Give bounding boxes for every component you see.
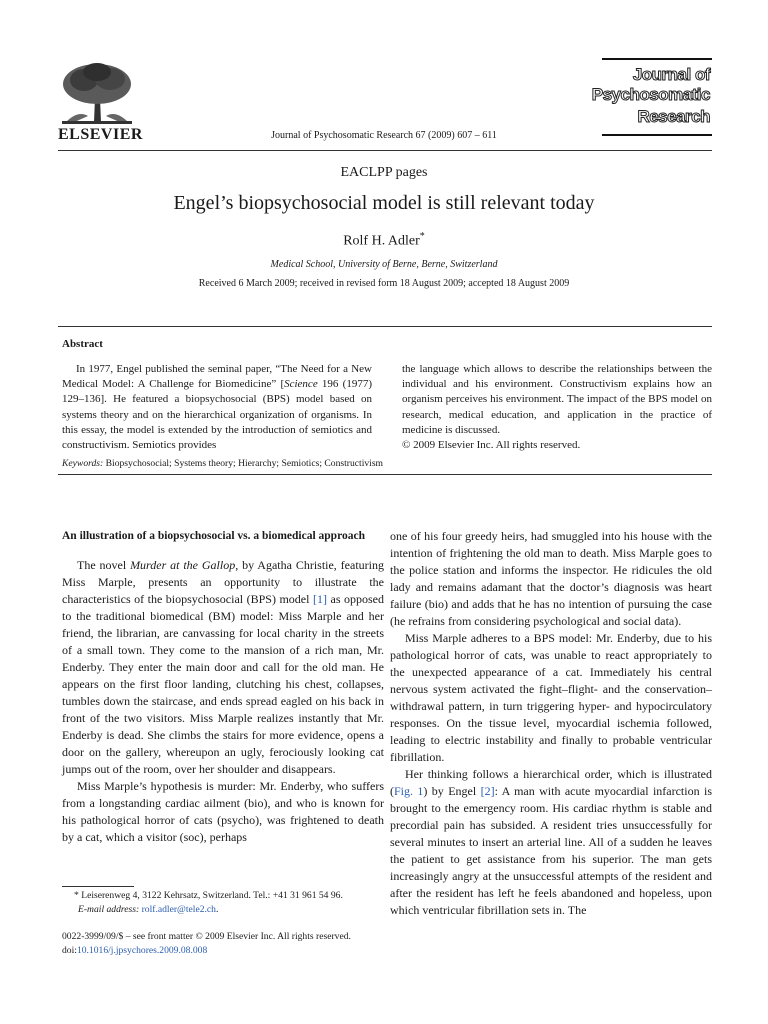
journal-logo-line: Research	[637, 107, 710, 126]
author-affiliation: Medical School, University of Berne, Berne, Switzerland	[270, 259, 498, 270]
header-divider	[58, 150, 712, 151]
footnote-address-line	[62, 889, 384, 903]
paragraph-text: : A man with acute myocardial infarction is brought to the emergency room. His cardiac rhythm is stable and precordial pain has subsided. A resident tries unsuccessfully for several minutes to insert an arterial line. All of a sudden he leaves the patient to get assistance from his superior. The man gets increasingly angry at the unsuccessful attempts of the resident and after the resident has left he feels abandoned and hopeless, upon which ventricular fibrillation sets in. The	[390, 784, 712, 917]
abstract-heading: Abstract	[62, 338, 103, 350]
body-right-column	[390, 528, 712, 919]
author-name-text: Rolf H. Adler	[343, 233, 420, 249]
paragraph-text: ) by Engel	[423, 784, 481, 798]
body-paragraph	[62, 557, 384, 778]
issn-line: 0022-3999/09/$ – see front matter © 2009 Elsevier Inc. All rights reserved.	[62, 931, 351, 942]
author-name	[0, 231, 768, 250]
footnote-address: Leiserenweg 4, 3122 Kehrsatz, Switzerland. Tel.: +41 31 961 54 96.	[81, 890, 343, 901]
keywords-list: Biopsychosocial; Systems theory; Hierarchy; Semiotics; Constructivism	[105, 458, 384, 469]
keywords-label: Keywords:	[62, 458, 104, 469]
body-paragraph	[390, 766, 712, 919]
abstract-divider-bottom	[58, 474, 712, 475]
citation-link-1[interactable]: [1]	[312, 592, 327, 606]
footnote-email-line	[62, 903, 384, 917]
abstract-left-column	[62, 362, 372, 453]
front-matter	[62, 930, 351, 958]
journal-logo	[591, 58, 712, 138]
email-label: E-mail address:	[78, 904, 140, 915]
abstract-journal-ref: Science	[284, 378, 318, 391]
author-email-link[interactable]: rolf.adler@tele2.ch	[141, 904, 216, 915]
abstract-text: 196 (1977) 129–136]. He featured a biopsychosocial (BPS) model based on systems theory and on the hierarchical organization of organisms. In this essay, the model is extended by the introduction of semiotics and constructivism. Semiotics provides	[62, 378, 372, 452]
body-paragraph: Miss Marple’s hypothesis is murder: Mr. Enderby, who suffers from a longstanding cardiac ailment (bio), and who is known for his pathological horror of cats (psycho), was frightened to death by a cat, which a visitor (soc), perhaps	[62, 779, 384, 844]
publisher-name: ELSEVIER	[58, 126, 143, 143]
body-paragraph: Miss Marple adheres to a BPS model: Mr. Enderby, due to his pathological horror of cats, was unable to react appropriately to the unexpected appearance of a cat. Immediately his central nervous system activated the fight–flight- and the conservation–withdrawal pattern, in turn triggering hyper- and hypocirculatory responses. On the tissue level, myocardial ischemia followed, leading to electric instability and finally to probable ventricular fibrillation.	[390, 631, 712, 764]
doi-link[interactable]: 10.1016/j.jpsychores.2009.08.008	[76, 945, 208, 956]
abstract-text: the language which allows to describe the relationships between the individual and his environment. Constructivism explains how an organism perceives his environment. The impact of the BPS model on research, medical education, and application in the practice of medicine is discussed.	[402, 363, 712, 436]
keywords-line	[62, 458, 383, 469]
abstract-copyright: © 2009 Elsevier Inc. All rights reserved.	[402, 439, 581, 452]
abstract-text: In 1977, Engel published the seminal paper, “The Need for a New Medical Model: A Challenge for Biomedicine” [	[62, 363, 372, 391]
abstract-divider-top	[58, 326, 712, 327]
doi-label: doi:	[62, 945, 77, 956]
citation-link-2[interactable]: [2]	[480, 784, 495, 798]
footnote-marker: *	[74, 890, 79, 901]
paragraph-text: The novel	[77, 558, 131, 572]
footnote-divider	[62, 886, 134, 887]
article-title: Engel’s biopsychosocial model is still relevant today	[173, 192, 595, 214]
author-footnote	[62, 889, 384, 917]
novel-title: Murder at the Gallop	[130, 558, 236, 572]
paragraph-text: as opposed to the traditional biomedical (BM) model: Miss Marple and her friend, the librarian, are canvassing for local charity in the streets of a small town. They come to the mansion of a rich man, Mr. Enderby. They enter the main door and call for the old man. He appears on the first floor landing, clutching his chest, collapses, tumbles down the staircase, and ends spread eagled on his back in front of the two visitors. Miss Marple realizes instantly that Mr. Enderby is dead. She climbs the stairs for more evidence, opens a door on the gallery, whereupon an ugly, ferociously looking cat jumps out of the room, over her shoulder and disappears.	[62, 592, 384, 776]
abstract-right-column	[402, 362, 712, 453]
section-label: EACLPP pages	[340, 165, 428, 180]
body-left-column	[62, 528, 384, 846]
tree-icon	[58, 60, 136, 126]
journal-logo-line: Journal of	[632, 65, 710, 84]
paragraph-text: , by Agatha Christie, featuring Miss Marple, presents an opportunity to illustrate the characteristics of the biopsychosocial (BPS) model	[62, 558, 384, 606]
footnote-text: .	[215, 904, 219, 915]
article-dates: Received 6 March 2009; received in revised form 18 August 2009; accepted 18 August 2009	[198, 278, 570, 289]
journal-logo-line: Psychosomatic	[591, 85, 710, 104]
paragraph-text: Her thinking follows a hierarchical order, which is illustrated (	[390, 767, 712, 798]
doi-line	[62, 944, 351, 958]
section-heading: An illustration of a biopsychosocial vs. a biomedical approach	[62, 530, 365, 542]
journal-citation: Journal of Psychosomatic Research 67 (2009) 607 – 611	[271, 130, 497, 141]
author-footnote-marker[interactable]: *	[419, 231, 425, 242]
figure-link-1[interactable]: Fig. 1	[394, 784, 424, 798]
body-paragraph: one of his four greedy heirs, had smuggled into his house with the intention of frightening the old man to death. Miss Marple goes to the police station and informs the inspector. He ridicules the old lady and remains adamant that the doctor’s diagnosis was heart failure (bio) and adds that he has no intention of pursuing the case (he refrains from considering psychological and social data).	[390, 529, 712, 628]
